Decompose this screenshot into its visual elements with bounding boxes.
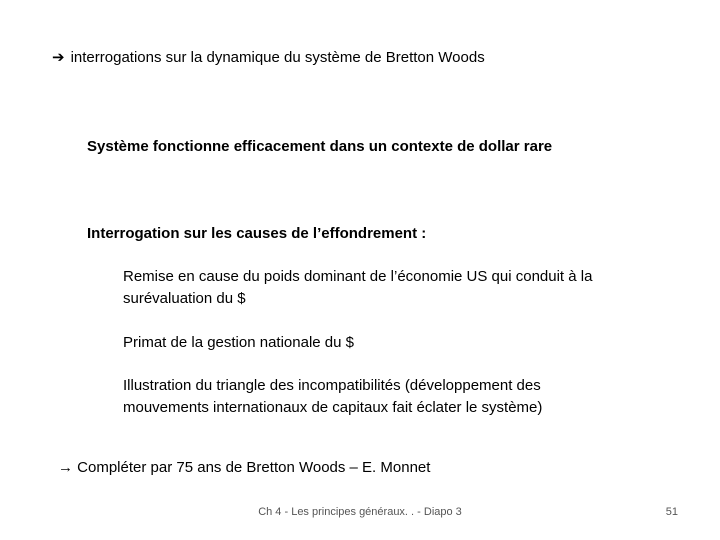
bullet-item: Remise en cause du poids dominant de l’économie US qui conduit à la surévaluation du $ [123, 268, 593, 307]
bullet-item: Illustration du triangle des incompatibilités (développement des mouvements internationaux de capitaux fait éclater le système) [123, 377, 543, 416]
reading-reference: → Compléter par 75 ans de Bretton Woods – E. Monnet [58, 459, 431, 476]
heading-text: interrogations sur la dynamique du système de Bretton Woods [70, 49, 485, 66]
slide-footer-caption: Ch 4 - Les principes généraux. . - Diapo 3 [258, 506, 462, 518]
page-number: 51 [665, 506, 678, 518]
collapse-question: Interrogation sur les causes de l’effondrement : [87, 225, 427, 242]
right-arrow-icon: ➔ [52, 49, 65, 66]
bullet-item: Primat de la gestion nationale du $ [123, 334, 354, 351]
context-statement: Système fonctionne efficacement dans un contexte de dollar rare [87, 138, 553, 155]
heading-line [52, 48, 485, 68]
